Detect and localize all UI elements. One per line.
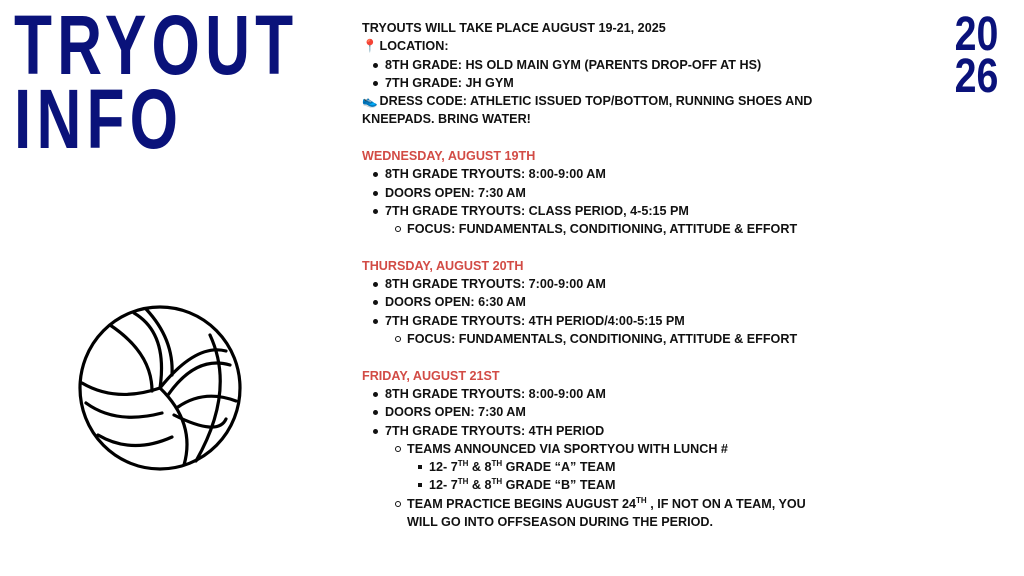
team-b-sup2: TH — [491, 477, 503, 487]
team-a-suffix: GRADE “A” TEAM — [502, 460, 616, 475]
list-item: DOORS OPEN: 7:30 AM — [362, 184, 822, 202]
list-item-text: 7TH GRADE TRYOUTS: 4TH PERIOD — [385, 423, 605, 438]
focus-item: FOCUS: FUNDAMENTALS, CONDITIONING, ATTITUDE & EFFORT — [385, 330, 822, 348]
location-heading — [362, 37, 822, 55]
team-a-item — [407, 458, 822, 476]
teams-announced-item — [385, 440, 822, 495]
team-b-item — [407, 476, 822, 494]
list-item — [362, 422, 822, 532]
year-badge — [954, 8, 998, 103]
friday-list — [362, 385, 822, 531]
pin-icon: 📍 — [362, 39, 378, 54]
teams-announced-text: TEAMS ANNOUNCED VIA SPORTYOU WITH LUNCH # — [407, 441, 728, 456]
team-a-prefix: 12- 7 — [429, 460, 458, 475]
practice-suffix: , IF NOT ON A TEAM, YOU WILL GO INTO OFFSEASON DURING THE PERIOD. — [407, 496, 806, 530]
team-a-sup2: TH — [491, 458, 503, 468]
list-item: 8TH GRADE TRYOUTS: 7:00-9:00 AM — [362, 275, 822, 293]
thursday-list — [362, 275, 822, 348]
friday-heading: FRIDAY, AUGUST 21ST — [362, 368, 500, 383]
location-label: LOCATION: — [379, 39, 449, 54]
team-b-prefix: 12- 7 — [429, 478, 458, 493]
team-b-suffix: GRADE “B” TEAM — [502, 478, 616, 493]
focus-item: FOCUS: FUNDAMENTALS, CONDITIONING, ATTITUDE & EFFORT — [385, 220, 822, 238]
dates-line: TRYOUTS WILL TAKE PLACE AUGUST 19-21, 2025 — [362, 21, 666, 35]
shoe-icon: 👟 — [362, 94, 378, 109]
list-item — [362, 312, 822, 349]
thursday-heading: THURSDAY, AUGUST 20TH — [362, 258, 524, 273]
title-line-1: TRYOUT — [14, 0, 299, 92]
team-a-sup1: TH — [457, 458, 469, 468]
wednesday-list — [362, 165, 822, 238]
list-item-text: 7TH GRADE TRYOUTS: 4TH PERIOD/4:00-5:15 PM — [385, 313, 685, 328]
dress-code-text: DRESS CODE: ATHLETIC ISSUED TOP/BOTTOM, RUNNING SHOES AND KNEEPADS. BRING WATER! — [362, 94, 813, 127]
year-top: 20 — [954, 8, 998, 61]
team-b-sup1: TH — [457, 477, 469, 487]
list-item: 7TH GRADE: JH GYM — [362, 74, 822, 92]
tryout-details — [362, 19, 822, 531]
volleyball-icon — [76, 303, 244, 473]
page-title — [14, 0, 299, 166]
list-item: 8TH GRADE: HS OLD MAIN GYM (PARENTS DROP-OFF AT HS) — [362, 56, 822, 74]
list-item: 8TH GRADE TRYOUTS: 8:00-9:00 AM — [362, 165, 822, 183]
year-bottom: 26 — [954, 50, 998, 103]
location-list — [362, 56, 822, 93]
title-line-2: INFO — [14, 72, 184, 166]
team-b-mid: & 8 — [468, 478, 492, 493]
practice-sup: TH — [636, 495, 647, 505]
list-item-text: 7TH GRADE TRYOUTS: CLASS PERIOD, 4-5:15 PM — [385, 203, 689, 218]
wednesday-heading: WEDNESDAY, AUGUST 19TH — [362, 149, 536, 164]
practice-prefix: TEAM PRACTICE BEGINS AUGUST 24 — [407, 496, 637, 511]
list-item: DOORS OPEN: 6:30 AM — [362, 293, 822, 311]
list-item: 8TH GRADE TRYOUTS: 8:00-9:00 AM — [362, 385, 822, 403]
practice-item — [385, 495, 822, 532]
dress-code — [362, 92, 822, 129]
list-item — [362, 202, 822, 239]
team-a-mid: & 8 — [468, 460, 492, 475]
list-item: DOORS OPEN: 7:30 AM — [362, 403, 822, 421]
